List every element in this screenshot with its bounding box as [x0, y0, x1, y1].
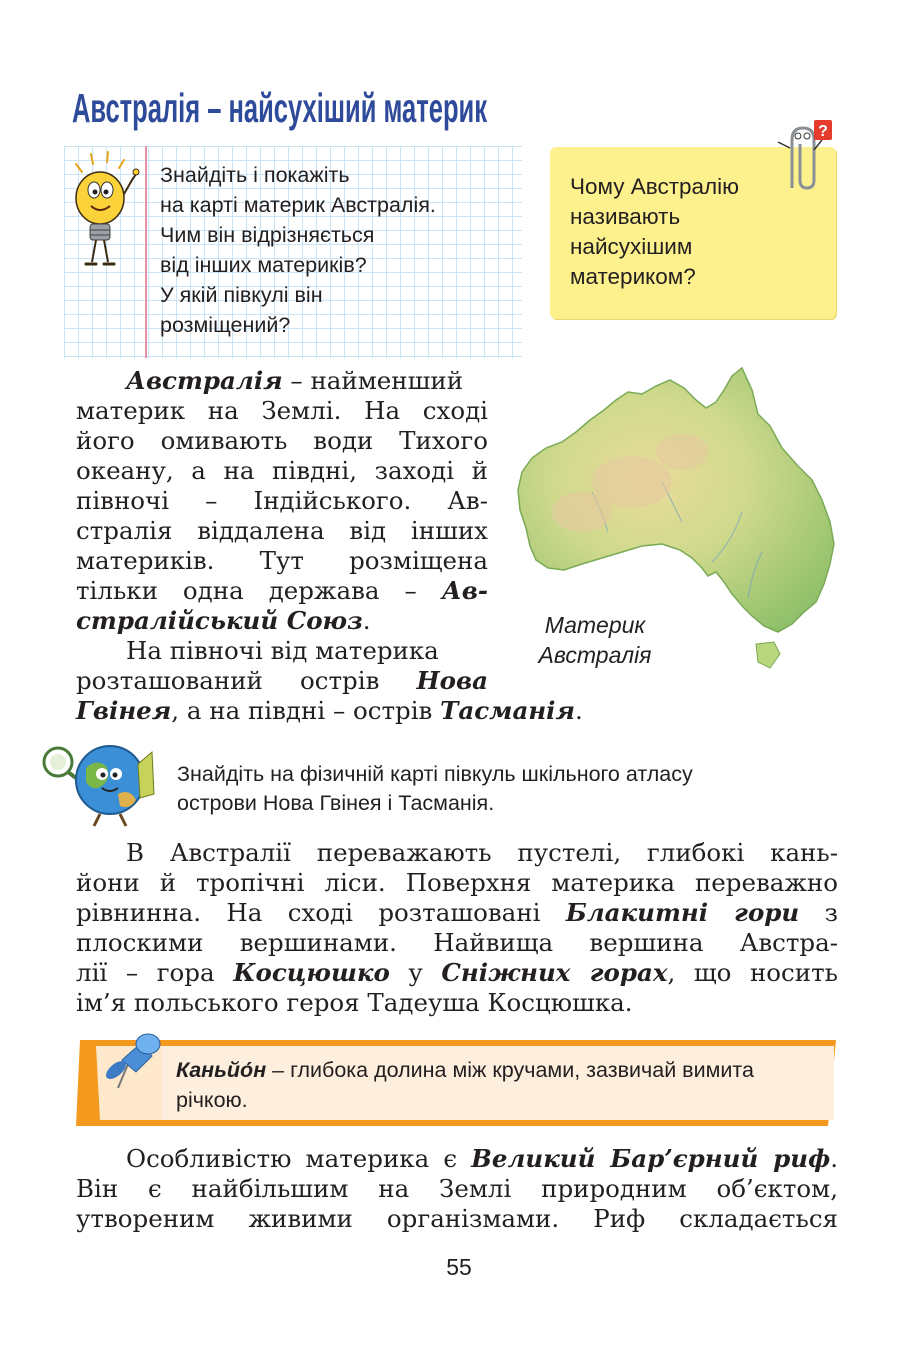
term-new-guinea-cont: Гвінея — [76, 696, 172, 725]
text-line: стралія віддалена від інших — [76, 516, 488, 545]
text-run: . — [830, 1144, 838, 1173]
term-australia: Австралія — [126, 366, 283, 395]
text-line — [76, 576, 488, 606]
term-kosciuszko: Косцюшко — [233, 958, 390, 987]
text-line: океану, а на півдні, заході й — [76, 456, 488, 485]
text-run: рівнинна. На сході розташовані — [76, 898, 566, 927]
text-line: материків. Тут розміщена — [76, 546, 488, 575]
map-caption: Материк Австралія — [538, 612, 652, 668]
pushpin-icon — [96, 1030, 166, 1092]
text-run: лії – гора — [76, 958, 234, 987]
term-new-guinea: Нова — [416, 666, 488, 695]
text-line: На півночі від материка — [126, 636, 439, 665]
question-text: Чому Австралію називають найсухішим материком? — [570, 174, 740, 289]
lightbulb-character-icon — [66, 150, 142, 272]
term-australian-union: Ав- — [441, 576, 488, 605]
text-run: тільки одна держава – — [76, 576, 442, 605]
question-badge: ? — [818, 123, 828, 140]
text-run: , що носить — [667, 958, 838, 987]
text-line: материк на Землі. На сході — [76, 396, 488, 425]
text-line: йони й тропічні ліси. Поверхня материка переважно — [76, 868, 838, 897]
text-line: В Австралії переважають пустелі, глибокі кань- — [126, 838, 838, 867]
text-run: у — [389, 958, 442, 987]
text-line — [76, 666, 488, 696]
text-line — [76, 696, 583, 726]
text-run: . — [574, 696, 583, 725]
term-snowy-mountains: Сніжних горах — [441, 958, 668, 987]
text-line: плоскими вершинами. Найвища вершина Австра- — [76, 928, 838, 957]
task-text-find-australia: Знайдіть і покажіть на карті материк Австралія. Чим він відрізняється від інших материків? У якій півкулі він розміщений? — [160, 163, 436, 337]
term-tasmania: Тасманія — [440, 696, 575, 725]
text-line — [76, 606, 371, 636]
text-line: ім’я польського героя Тадеуша Косцюшка. — [76, 988, 633, 1017]
term-australian-union-cont: стралійський Союз — [76, 606, 363, 635]
task-text-find-islands: Знайдіть на фізичній карті півкуль шкільного атласу острови Нова Гвінея і Тасманія. — [177, 762, 693, 815]
text-run: Особливістю материка є — [126, 1144, 472, 1173]
globe-character-icon — [40, 738, 160, 830]
page-number: 55 — [446, 1254, 472, 1280]
text-run: з — [799, 898, 838, 927]
text-line: Він є найбільшим на Землі природним об’єктом, — [76, 1174, 838, 1203]
text-line — [76, 898, 838, 928]
text-line — [76, 958, 838, 988]
page-title — [72, 82, 512, 134]
text-line: його омивають води Тихого — [76, 426, 488, 455]
text-run: розташований острів — [76, 666, 417, 695]
term-blue-mountains: Блакитні гори — [565, 898, 800, 927]
text-line: півночі – Індійського. Ав- — [76, 486, 488, 515]
page-title-text: Австралія – найсухіший материк — [72, 85, 488, 131]
notebook-margin-line — [145, 146, 147, 358]
text-run: . — [362, 606, 371, 635]
definition-text — [176, 1055, 826, 1115]
text-line: утвореним живими організмами. Риф складається — [76, 1204, 838, 1233]
term-great-barrier-reef: Великий Бар’єрний риф — [471, 1144, 831, 1173]
definition-body: – глибока долина між кручами, зазвичай вимита річкою. — [176, 1058, 754, 1112]
text-run: , а на півдні – острів — [171, 696, 441, 725]
text-line — [126, 1144, 838, 1174]
definition-term: Каньйо́н — [176, 1058, 267, 1082]
text-run: – найменший — [282, 366, 464, 395]
